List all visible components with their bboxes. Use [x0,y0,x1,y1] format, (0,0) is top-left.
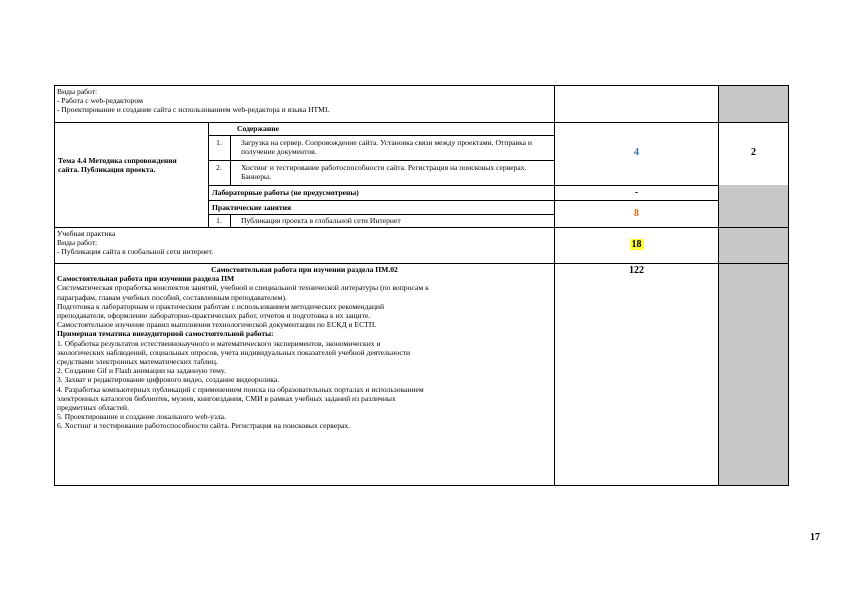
work-type-item: - Проектирование и создание сайта с использованием web-редактора и языка HTML [57,105,330,115]
self-work-line: 1. Обработка результатов естественнонаучного и математического экспериментов, экономических и [57,338,381,348]
content-item-text: Хостинг и тестирование работоспособности сайта. Регистрация на поисковых серверах. Баннеры. [241,163,527,182]
self-work-hours: 122 [629,265,644,276]
gray-cell-row-practice [718,227,788,263]
practice-header: Практические занятия [212,203,292,212]
practice-hours: 8 [634,208,639,219]
self-work-line: средствами электронных математических таблиц. [57,357,218,367]
highlighted-hours: 18 [631,239,642,250]
self-work-line: 2. Создание Gif и Flash анимации на заданную тему. [57,366,226,376]
practice-item-num: 1. [216,216,222,225]
self-work-line: 4. Разработка компьютерных публикаций с применением поиска на образовательных порталах и использованием [57,384,424,394]
training-practice-line: - Публикация сайта в глобальной сети интернет. [57,247,214,257]
self-work-line: Подготовка к лабораторным и практическим работам с использованием методических рекомендаций [57,301,385,311]
training-practice-block [57,229,552,257]
topic-title: Тема 4.4 Методика сопровождения сайта. Публикация проекта. [58,156,177,175]
gray-cell-row1 [718,85,788,122]
lab-hours: - [634,187,639,198]
work-types-block [57,87,552,115]
self-work-subtitle: Самостоятельная работа при изучении раздела ПМ [57,274,235,284]
self-work-line: Самостоятельное изучение правил выполнения технологической документации по ЕСКД и ЕСТП. [57,320,377,330]
work-types-heading: Виды работ: [57,87,98,96]
self-work-line: 6. Хостинг и тестирование работоспособности сайта. Регистрация на поисковых серверах. [57,421,351,431]
gray-cell-row-lab [718,185,788,227]
topic-level: 2 [751,147,756,158]
self-work-title: Самостоятельная работа при изучении раздела ПМ.02 [211,265,398,274]
self-work-line: 3. Захват и редактирование цифрового видео, создание видеоролика. [57,375,280,385]
content-item-num: 2. [216,163,222,172]
self-work-block [57,265,552,431]
practice-item-text: Публикация проекта в глобальной сети Интернет [241,216,401,225]
self-work-line: параграфам, главам учебных пособий, составленным преподавателем). [57,292,287,302]
self-work-line: предметных областей. [57,403,130,413]
self-work-line: электронных каталогов библиотек, музеев, книгоиздания, СМИ в рамках учебных заданий из различных [57,393,396,403]
content-item-text: Загрузка на сервер. Сопровождение сайта. Установка связи между проектами. Отправка и получение документов. [241,138,532,157]
self-work-line: Систематическая проработка конспектов занятий, учебной и специальной технической литературы (по вопросам к [57,283,429,293]
training-practice-hours [555,239,718,250]
self-work-line: преподавателя, оформление лабораторно-практических работ, отчетов и подготовка к их защите. [57,311,371,321]
topic-hours: 4 [634,147,639,158]
self-work-line: Примерная тематика внеаудиторной самостоятельной работы: [57,329,274,339]
training-practice-heading: Учебная практика [57,229,116,238]
page-number: 17 [810,532,820,543]
lab-label: Лабораторные работы (не предусмотрены) [212,188,359,197]
self-work-line: 5. Проектирование и создание локального web-узла. [57,412,226,422]
content-item-num: 1. [216,138,222,147]
training-practice-line: Виды работ: [57,238,98,248]
gray-cell-row-selfwork [718,263,788,485]
content-header: Содержание [237,124,279,133]
work-type-item: - Работа с web-редактором [57,96,143,106]
self-work-line: экологических наблюдений, социальных опросов, учета индивидуальных показателей учебной деятельности [57,347,411,357]
